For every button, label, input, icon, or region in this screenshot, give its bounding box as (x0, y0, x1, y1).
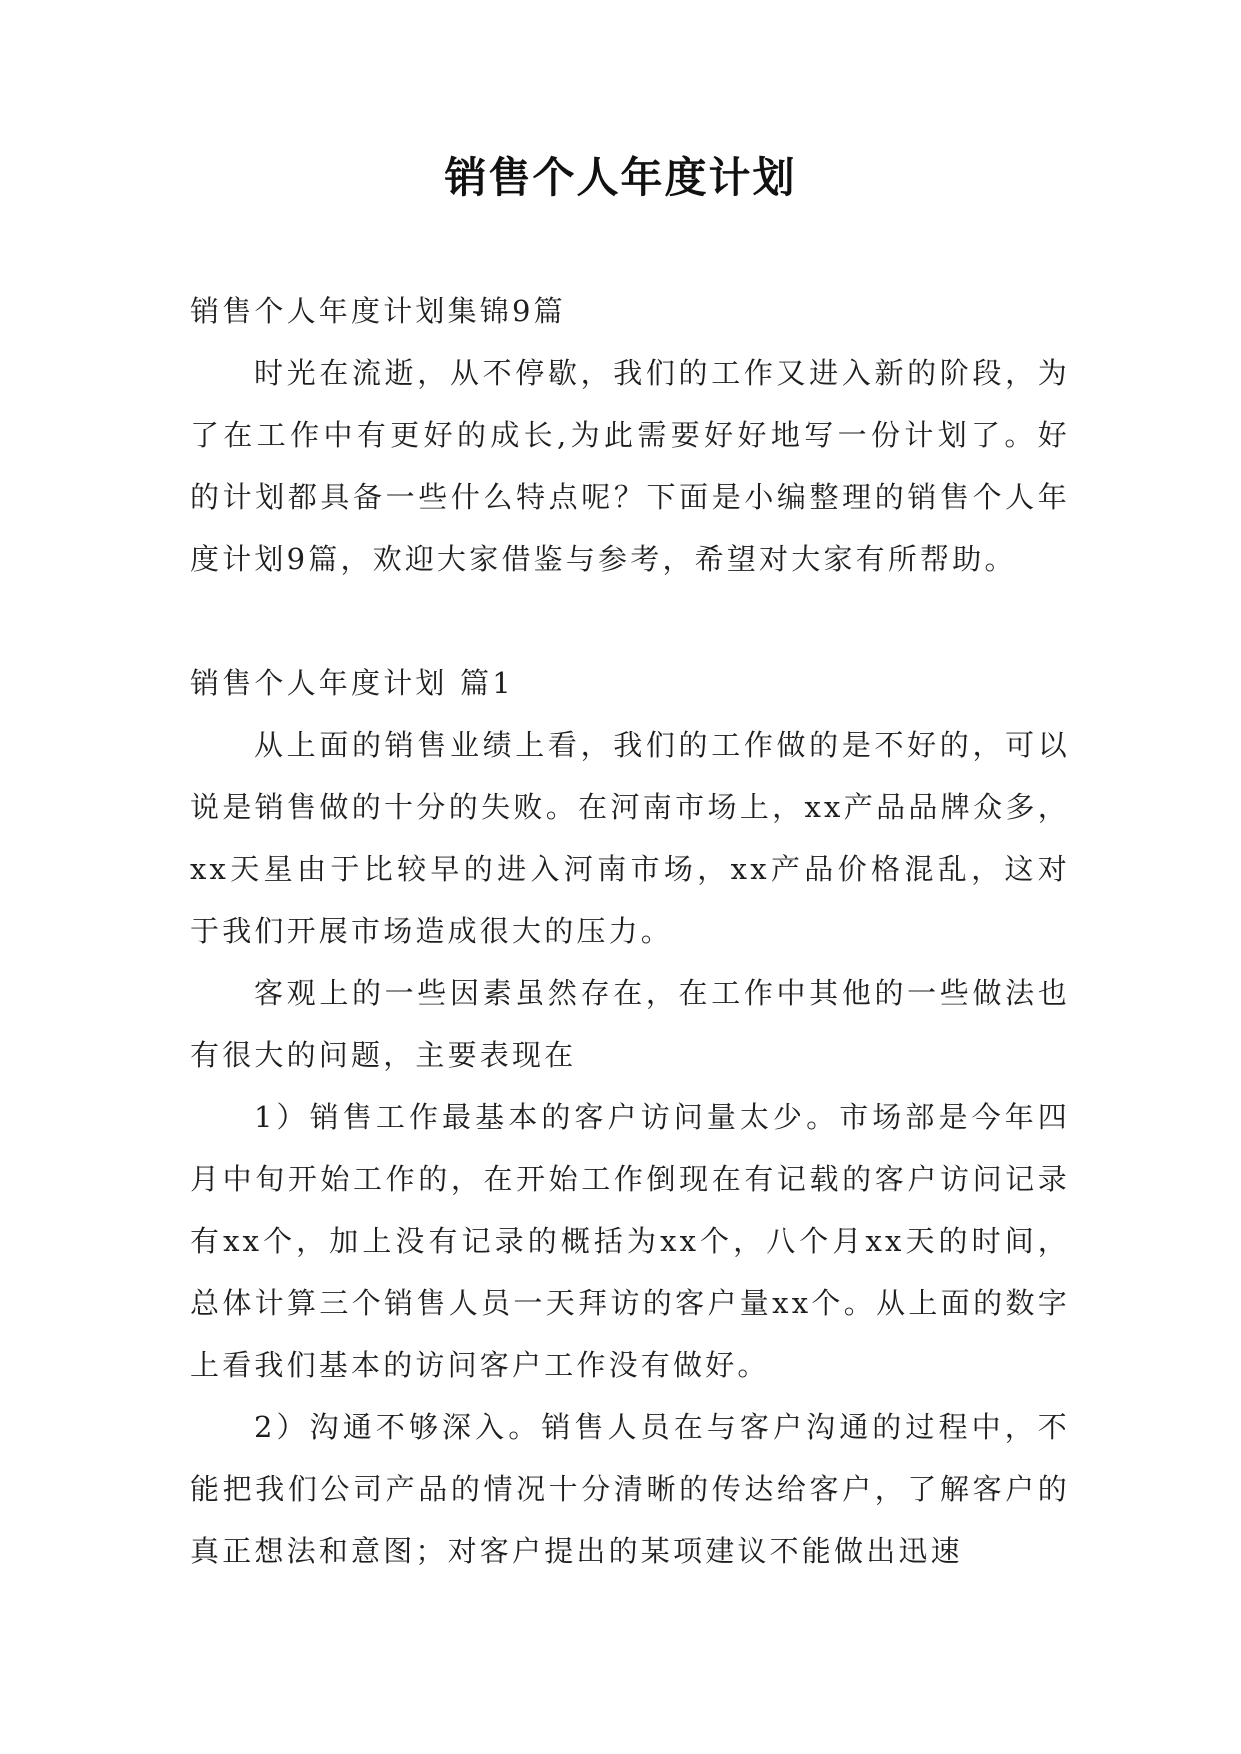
intro-paragraph: 时光在流逝，从不停歇，我们的工作又进入新的阶段，为了在工作中有更好的成长,为此需要好好地写一份计划了。好的计划都具备一些什么特点呢？下面是小编整理的销售个人年度计划9篇，欢迎大家借鉴与参考，希望对大家有所帮助。 (190, 356, 1070, 576)
document-body (190, 280, 1070, 1582)
body-paragraph: 2）沟通不够深入。销售人员在与客户沟通的过程中，不能把我们公司产品的情况十分清晰的传达给客户，了解客户的真正想法和意图；对客户提出的某项建议不能做出迅速 (190, 1410, 1070, 1568)
body-paragraph: 1）销售工作最基本的客户访问量太少。市场部是今年四月中旬开始工作的，在开始工作倒现在有记载的客户访问记录有xx个，加上没有记录的概括为xx个，八个月xx天的时间，总体计算三个销售人员一天拜访的客户量xx个。从上面的数字上看我们基本的访问客户工作没有做好。 (190, 1100, 1070, 1382)
body-paragraph: 从上面的销售业绩上看，我们的工作做的是不好的，可以说是销售做的十分的失败。在河南市场上，xx产品品牌众多，xx天星由于比较早的进入河南市场，xx产品价格混乱，这对于我们开展市场造成很大的压力。 (190, 728, 1070, 948)
body-paragraph: 客观上的一些因素虽然存在，在工作中其他的一些做法也有很大的问题，主要表现在 (190, 976, 1070, 1072)
document-subtitle: 销售个人年度计划集锦9篇 (190, 294, 566, 328)
document-title: 销售个人年度计划 (444, 153, 797, 202)
section-heading: 销售个人年度计划 篇1 (190, 666, 514, 700)
